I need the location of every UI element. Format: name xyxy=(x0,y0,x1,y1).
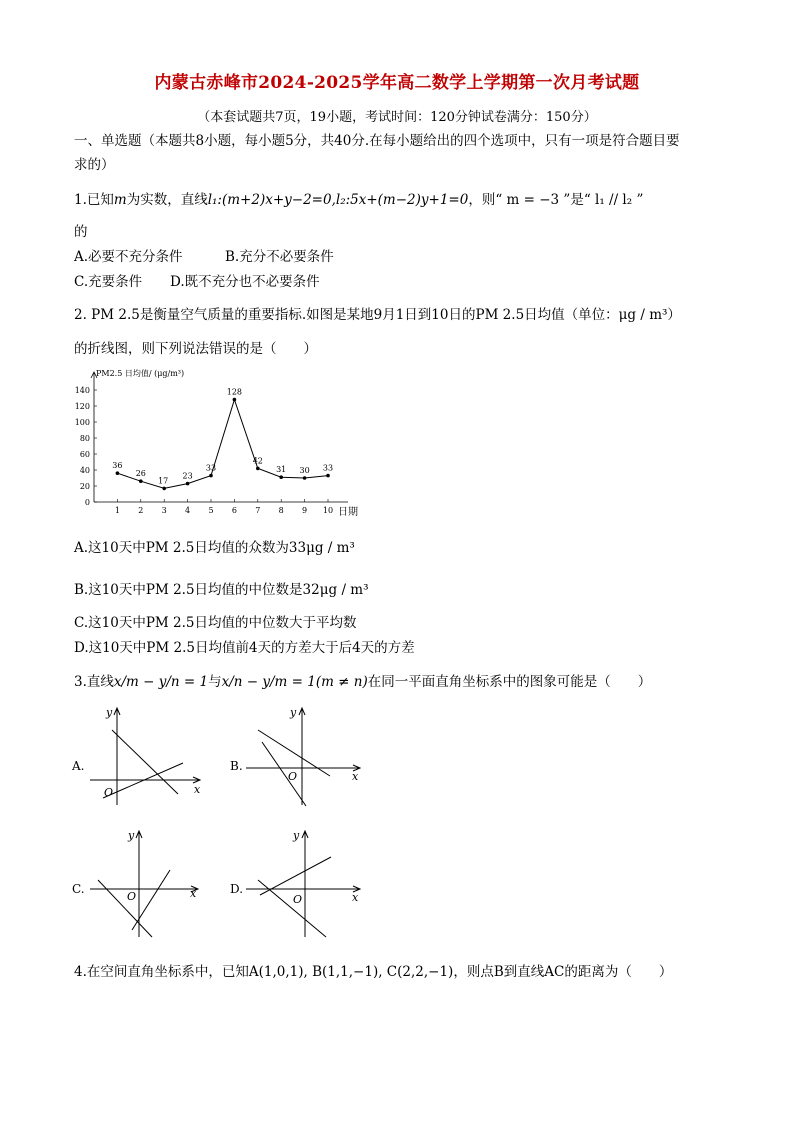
chart-x-tick-label: 9 xyxy=(302,506,308,515)
chart-data-point xyxy=(233,398,237,402)
chart-data-point xyxy=(326,474,330,478)
question-4-stem: 4.在空间直角坐标系中，已知A(1,0,1), B(1,1,−1), C(2,2,−1)，则点B到直线AC的距离为（ ） xyxy=(74,964,673,980)
chart-data-point xyxy=(256,467,260,471)
graph-a-origin: O xyxy=(104,786,114,799)
chart-x-tick-label: 4 xyxy=(185,506,191,515)
chart-data-point xyxy=(186,482,190,486)
q3-graph-d xyxy=(228,825,368,945)
chart-y-tick-label: 40 xyxy=(79,466,90,475)
chart-data-point xyxy=(209,474,213,478)
graph-c-line-2 xyxy=(132,870,170,930)
chart-data-label: 31 xyxy=(276,465,287,475)
chart-data-label: 33 xyxy=(322,463,334,473)
q1-line-l1: l₁:(m+2)x+y−2=0, xyxy=(207,192,336,208)
q2-stem-line2: 的折线图，则下列说法错误的是（ ） xyxy=(74,341,317,357)
q1-prefix: 1.已知 xyxy=(74,192,114,208)
q2-option-b: B.这10天中PM 2.5日均值的中位数是32μg / m³ xyxy=(74,582,369,598)
chart-data-label: 30 xyxy=(299,466,310,475)
graph-a-y-label: y xyxy=(106,706,113,719)
q1-var-m: m xyxy=(113,192,127,208)
graph-b-y-label: y xyxy=(290,706,297,719)
graph-d-label: D. xyxy=(230,882,244,896)
q3-line-1: x/m − y/n = 1 xyxy=(113,674,209,690)
q2-stem-line1: 2. PM 2.5是衡量空气质量的重要指标.如图是某地9月1日到10日的PM 2.5日均值（单位：μg / m³） xyxy=(74,307,681,323)
graph-d-x-label: x xyxy=(352,891,359,904)
chart-x-tick-label: 3 xyxy=(161,506,167,515)
pm25-line-chart xyxy=(70,362,370,522)
graph-d-y-label: y xyxy=(293,829,300,842)
graph-b-origin: O xyxy=(288,770,298,783)
graph-a-x-label: x xyxy=(194,783,201,796)
chart-data-label: 17 xyxy=(158,476,169,486)
chart-y-axis-label: PM2.5 日均值/ (μg/m³) xyxy=(96,369,185,378)
section-header-line2: 求的） xyxy=(74,157,115,173)
chart-x-tick-label: 8 xyxy=(278,506,284,515)
chart-x-tick-label: 10 xyxy=(322,506,334,515)
chart-data-point xyxy=(139,479,143,483)
q2-option-a: A.这10天中PM 2.5日均值的众数为33μg / m³ xyxy=(74,540,355,556)
section-header-line1: 一、单选题（本题共8小题，每小题5分，共40分.在每小题给出的四个选项中，只有一项是符合题目要 xyxy=(74,133,680,149)
q3-graph-a xyxy=(70,700,210,810)
q3-mid: 与 xyxy=(208,674,222,690)
chart-data-point xyxy=(303,476,307,480)
graph-c-y-label: y xyxy=(128,829,135,842)
q3-suffix: 在同一平面直角坐标系中的图象可能是（ ） xyxy=(367,674,652,690)
chart-y-tick-label: 0 xyxy=(84,498,90,507)
q1-option-b: B.充分不必要条件 xyxy=(225,249,334,265)
chart-x-axis-label: 日期 xyxy=(338,507,358,518)
chart-series-line xyxy=(117,400,328,489)
chart-data-label: 128 xyxy=(226,387,243,397)
exam-info: （本套试题共7页，19小题，考试时间：120分钟试卷满分：150分） xyxy=(197,110,597,125)
chart-y-tick-label: 100 xyxy=(74,418,90,427)
q2-option-c: C.这10天中PM 2.5日均值的中位数大于平均数 xyxy=(74,615,357,631)
graph-a-line-1 xyxy=(112,730,178,794)
chart-data-point xyxy=(162,487,166,491)
graph-d-origin: O xyxy=(293,893,303,906)
q3-line-2: x/n − y/m = 1(m ≠ n) xyxy=(221,674,368,690)
q1-mid: 为实数，直线 xyxy=(126,192,208,208)
chart-data-label: 42 xyxy=(252,456,263,466)
graph-c-origin: O xyxy=(127,890,137,903)
chart-x-tick-label: 1 xyxy=(114,506,120,515)
chart-y-tick-label: 60 xyxy=(79,450,90,459)
chart-data-label: 23 xyxy=(182,471,193,481)
question-1-stem xyxy=(74,190,643,210)
chart-y-tick-label: 120 xyxy=(74,402,90,411)
chart-x-tick-label: 6 xyxy=(231,506,237,515)
chart-data-label: 26 xyxy=(135,469,146,479)
question-3-stem xyxy=(74,672,651,692)
graph-b-x-label: x xyxy=(352,770,359,783)
graph-c-x-label: x xyxy=(190,887,197,900)
chart-y-tick-label: 80 xyxy=(79,434,90,443)
chart-y-tick-label: 140 xyxy=(74,386,90,395)
q1-option-d: D.既不充分也不必要条件 xyxy=(170,274,320,290)
q2-option-d: D.这10天中PM 2.5日均值前4天的方差大于后4天的方差 xyxy=(74,640,415,656)
q1-line-l2: l₂:5x+(m−2)y+1=0 xyxy=(335,192,469,208)
graph-b-line-2 xyxy=(262,742,306,806)
graph-b-label: B. xyxy=(230,759,243,773)
chart-data-point xyxy=(279,475,283,479)
chart-y-tick-label: 20 xyxy=(79,482,90,491)
q3-graph-b xyxy=(228,700,368,810)
q1-option-a: A.必要不充分条件 xyxy=(74,249,183,265)
graph-c-label: C. xyxy=(72,882,85,896)
page-title: 内蒙古赤峰市2024-2025学年高二数学上学期第一次月考试题 xyxy=(154,73,640,93)
q1-option-c: C.充要条件 xyxy=(74,274,143,290)
chart-data-point xyxy=(116,471,120,475)
graph-a-label: A. xyxy=(72,759,85,773)
q1-tail: 的 xyxy=(74,224,88,240)
chart-data-label: 33 xyxy=(205,463,217,473)
chart-data-label: 36 xyxy=(112,461,123,471)
q3-graph-c xyxy=(70,825,210,945)
chart-x-tick-label: 2 xyxy=(138,506,144,515)
chart-x-tick-label: 7 xyxy=(255,506,261,515)
chart-x-tick-label: 5 xyxy=(208,506,214,515)
q1-condition: ，则“ m = −3 ”是“ l₁ // l₂ ” xyxy=(468,192,644,208)
q3-prefix: 3.直线 xyxy=(74,674,114,690)
